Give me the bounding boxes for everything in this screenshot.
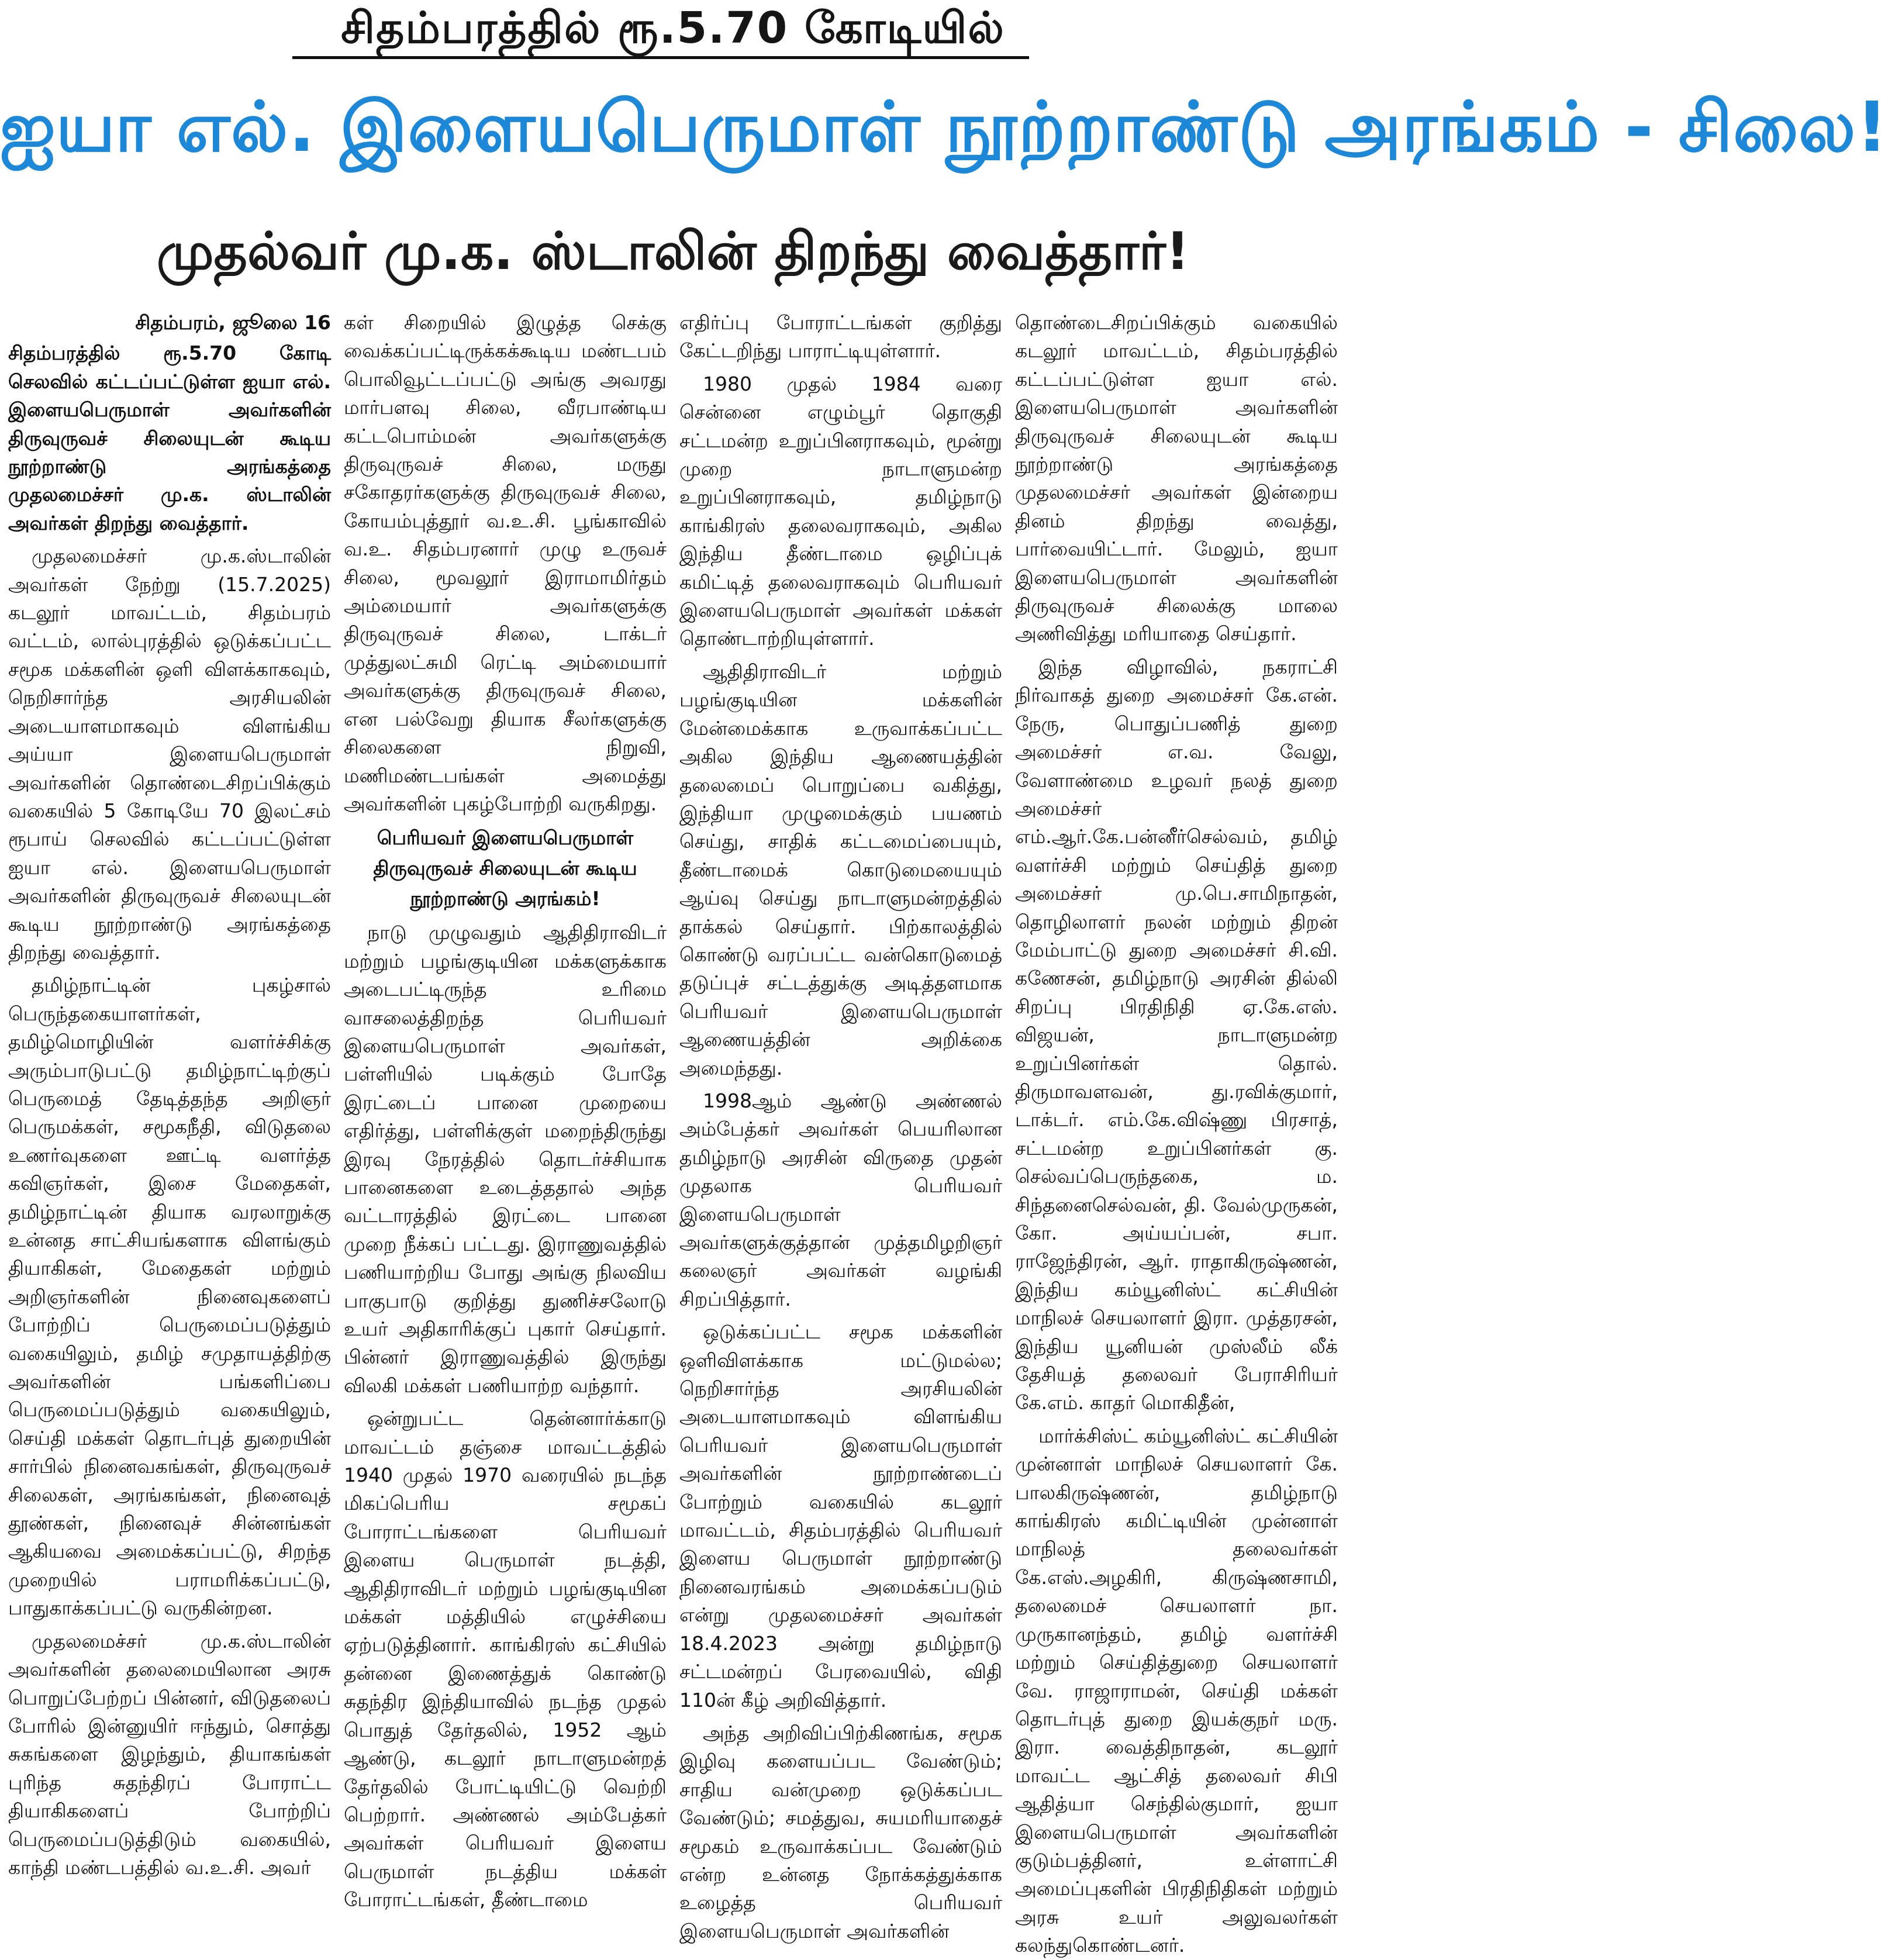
paragraph: 1998ஆம் ஆண்டு அண்ணல் அம்பேத்கர் அவர்கள் பெயரிலான தமிழ்நாடு அரசின் விருதை முதன் முதலாக பெரியவர் இளையபெருமாள் அவர்களுக்குத்தான் முத்தமிழறிஞர் கலைஞர் அவர்கள் வழங்கி சிறப்பித்தார். (679, 1089, 1002, 1310)
article-column-3 (679, 309, 1002, 1942)
dateline: சிதம்பரம், ஜூலை 16 (135, 311, 331, 334)
paragraph: நாடு முழுவதும் ஆதிதிராவிடர் மற்றும் பழங்குடியின மக்களுக்காக அடைபட்டிருந்த உரிமை வாசலைத்திறந்த பெரியவர் இளையபெருமாள் அவர்கள், பள்ளியில் படிக்கும் போதே இரட்டைப் பானை முறையை எதிர்த்து, பள்ளிக்குள் மறைந்திருந்து இரவு நேரத்தில் தொடர்ச்சியாக பானைகளை உடைத்ததால் அந்த வட்டாரத்தில் இரட்டை பானை முறை நீக்கப் பட்டது. இராணுவத்தில் பணியாற்றிய போது அங்கு நிலவிய பாகுபாடு குறித்து துணிச்சலோடு உயர் அதிகாரிக்குப் புகார் செய்தார். பின்னர் இராணுவத்தில் இருந்து விலகி மக்கள் பணியாற்ற வந்தார். (344, 921, 667, 1397)
lead-paragraph: சிதம்பரத்தில் ரூ.5.70 கோடி செலவில் கட்டப்பட்டுள்ள ஐயா எல். இளையபெருமாள் அவர்களின் திருவுருவச் சிலையுடன் கூடிய நூற்றாண்டு அரங்கத்தை முதலமைச்சர் மு.க. ஸ்டாலின் அவர்கள் திறந்து வைத்தார். (8, 341, 331, 534)
kicker-underline (292, 56, 1029, 59)
paragraph: முதலமைச்சர் மு.க.ஸ்டாலின் அவர்களின் தலைமையிலான அரசு பொறுப்பேற்றப் பின்னர், விடுதலைப் போரில் இன்னுயிர் ஈந்தும், சொத்து சுகங்களை இழந்தும், தியாகங்கள் புரிந்த சுதந்திரப் போராட்ட தியாகிகளைப் போற்றிப் பெருமைப்படுத்திடும் வகையில், காந்தி மண்டபத்தில் வ.உ.சி. அவர் (8, 1629, 331, 1879)
main-headline: ஐயா எல். இளையபெருமாள் நூற்றாண்டு அரங்கம் - சிலை! (0, 87, 1888, 167)
paragraph: முதலமைச்சர் மு.க.ஸ்டாலின் அவர்கள் நேற்று (15.7.2025) கடலூர் மாவட்டம், சிதம்பரம் வட்டம், லால்புரத்தில் ஒடுக்கப்பட்ட சமூக மக்களின் ஒளி விளக்காகவும், நெறிசார்ந்த அரசியலின் அடையாளமாகவும் விளங்கிய அய்யா இளையபெருமாள் அவர்களின் தொண்டைசிறப்பிக்கும் வகையில் 5 கோடியே 70 இலட்சம் ரூபாய் செலவில் கட்டப்பட்டுள்ள ஐயா எல். இளையபெருமாள் அவர்களின் திருவுருவச் சிலையுடன் கூடிய நூற்றாண்டு அரங்கத்தை திறந்து வைத்தார். (8, 544, 331, 964)
paragraph: தொண்டைசிறப்பிக்கும் வகையில் கடலூர் மாவட்டம், சிதம்பரத்தில் கட்டப்பட்டுள்ள ஐயா எல். இளையபெருமாள் அவர்களின் திருவுருவச் சிலையுடன் கூடிய நூற்றாண்டு அரங்கத்தை முதலமைச்சர் அவர்கள் இன்றைய தினம் திறந்து வைத்து, பார்வையிட்டார். மேலும், ஐயா இளையபெருமாள் அவர்களின் திருவுருவச் சிலைக்கு மாலை அணிவித்து மரியாதை செய்தார். (1015, 311, 1338, 646)
paragraph: ஒன்றுபட்ட தென்னார்க்காடு மாவட்டம் தஞ்சை மாவட்டத்தில் 1940 முதல் 1970 வரையில் நடந்த மிகப்பெரிய சமூகப் போராட்டங்களை பெரியவர் இளைய பெருமாள் நடத்தி, ஆதிதிராவிடர் மற்றும் பழங்குடியின மக்கள் மத்தியில் எழுச்சியை ஏற்படுத்தினார். காங்கிரஸ் கட்சியில் தன்னை இணைத்துக் கொண்டு சுதந்திர இந்தியாவில் நடந்த முதல் பொதுத் தேர்தலில், 1952 ஆம் ஆண்டு, கடலூர் நாடாளுமன்றத் தேர்தலில் போட்டியிட்டு வெற்றி பெற்றார். அண்ணல் அம்பேத்கர் அவர்கள் பெரியவர் இளைய பெருமாள் நடத்திய மக்கள் போராட்டங்கள், தீண்டாமை (344, 1407, 667, 1911)
paragraph: இந்த விழாவில், நகராட்சி நிர்வாகத் துறை அமைச்சர் கே.என். நேரு, பொதுப்பணித் துறை அமைச்சர் எ.வ. வேலு, வேளாண்மை உழவர் நலத் துறை அமைச்சர் எம்.ஆர்.கே.பன்னீர்செல்வம், தமிழ் வளர்ச்சி மற்றும் செய்தித் துறை அமைச்சர் மு.பெ.சாமிநாதன், தொழிலாளர் நலன் மற்றும் திறன் மேம்பாட்டு துறை அமைச்சர் சி.வி. கணேசன், தமிழ்நாடு அரசின் தில்லி சிறப்பு பிரதிநிதி ஏ.கே.எஸ். விஜயன், நாடாளுமன்ற உறுப்பினர்கள் தொல். திருமாவளவன், து.ரவிக்குமார், டாக்டர். எம்.கே.விஷ்ணு பிரசாத், சட்டமன்ற உறுப்பினர்கள் கு. செல்வப்பெருந்தகை, ம. சிந்தனைசெல்வன், தி. வேல்முருகன், கோ. அய்யப்பன், சபா. ராஜேந்திரன், ஆர். ராதாகிருஷ்ணன், இந்திய கம்யூனிஸ்ட் கட்சியின் மாநிலச் செயலாளர் இரா. முத்தரசன், இந்திய யூனியன் முஸ்லீம் லீக் தேசியத் தலைவர் பேராசிரியர் கே.எம். காதர் மொகிதீன், (1015, 655, 1338, 1414)
article-column-1 (8, 309, 331, 1879)
paragraph: ஒடுக்கப்பட்ட சமூக மக்களின் ஒளிவிளக்காக மட்டுமல்ல; நெறிசார்ந்த அரசியலின் அடையாளமாகவும் விளங்கிய பெரியவர் இளையபெருமாள் அவர்களின் நூற்றாண்டைப் போற்றும் வகையில் கடலூர் மாவட்டம், சிதம்பரத்தில் பெரியவர் இளைய பெருமாள் நூற்றாண்டு நினைவரங்கம் அமைக்கப்படும் என்று முதலமைச்சர் அவர்கள் 18.4.2023 அன்று தமிழ்நாடு சட்டமன்றப் பேரவையில், விதி 110ன் கீழ் அறிவித்தார். (679, 1320, 1002, 1711)
paragraph: தமிழ்நாட்டின் புகழ்சால் பெருந்தகையாளர்கள், தமிழ்மொழியின் வளர்ச்சிக்கு அரும்பாடுபட்டு தமிழ்நாட்டிற்குப் பெருமைத் தேடித்தந்த அறிஞர் பெருமக்கள், சமூகநீதி, விடுதலை உணர்வுகளை ஊட்டி வளர்த்த கவிஞர்கள், இசை மேதைகள், தமிழ்நாட்டின் தியாக வரலாறுக்கு உன்னத சாட்சியங்களாக விளங்கும் தியாகிகள், மேதைகள் மற்றும் அறிஞர்களின் நினைவுகளைப் போற்றிப் பெருமைப்படுத்தும் வகையிலும், தமிழ் சமுதாயத்திற்கு அவர்களின் பங்களிப்பை பெருமைப்படுத்தும் வகையிலும், செய்தி மக்கள் தொடர்புத் துறையின் சார்பில் நினைவகங்கள், திருவுருவச் சிலைகள், அரங்கங்கள், நினைவுத் தூண்கள், நினைவுச் சின்னங்கள் ஆகியவை அமைக்கப்பட்டு, சிறந்த முறையில் பராமரிக்கப்பட்டு, பாதுகாக்கப்பட்டு வருகின்றன. (8, 974, 331, 1620)
paragraph: மார்க்சிஸ்ட் கம்யூனிஸ்ட் கட்சியின் முன்னாள் மாநிலச் செயலாளர் கே. பாலகிருஷ்ணன், தமிழ்நாடு காங்கிரஸ் கமிட்டியின் முன்னாள் மாநிலத் தலைவர்கள் கே.எஸ்.அழகிரி, கிருஷ்ணசாமி, தலைமைச் செயலாளர் நா. முருகானந்தம், தமிழ் வளர்ச்சி மற்றும் செய்தித்துறை செயலாளர் வே. ராஜாராமன், செய்தி மக்கள் தொடர்புத் துறை இயக்குநர் மரு. இரா. வைத்திநாதன், கடலூர் மாவட்ட ஆட்சித் தலைவர் சிபி ஆதித்யா செந்தில்குமார், ஐயா இளையபெருமாள் அவர்களின் குடும்பத்தினர், உள்ளாட்சி அமைப்புகளின் பிரதிநிதிகள் மற்றும் அரசு உயர் அலுவலர்கள் கலந்துகொண்டனர். (1015, 1424, 1338, 1957)
paragraph: கள் சிறையில் இழுத்த செக்கு வைக்கப்பட்டிருக்கக்கூடிய மண்டபம் பொலிவூட்டப்பட்டு அங்கு அவரது மார்பளவு சிலை, வீரபாண்டிய கட்டபொம்மன் அவர்களுக்கு திருவுருவச் சிலை, மருது சகோதரர்களுக்கு திருவுருவச் சிலை, கோயம்புத்தூர் வ.உ.சி. பூங்காவில் வ.உ. சிதம்பரனார் முழு உருவச் சிலை, மூவலூர் இராமாமிர்தம் அம்மையார் அவர்களுக்கு திருவுருவச் சிலை, டாக்டர் முத்துலட்சுமி ரெட்டி அம்மையார் அவர்களுக்கு திருவுருவச் சிலை, என பல்வேறு தியாக சீலர்களுக்கு சிலைகளை நிறுவி, மணிமண்டபங்கள் அமைத்து அவர்களின் புகழ்போற்றி வருகிறது. (344, 311, 667, 815)
kicker-headline: சிதம்பரத்தில் ரூ.5.70 கோடியில் (341, 3, 1005, 53)
paragraph: 1980 முதல் 1984 வரை சென்னை எழும்பூர் தொகுதி சட்டமன்ற உறுப்பினராகவும், மூன்று முறை நாடாளுமன்ற உறுப்பினராகவும், தமிழ்நாடு காங்கிரஸ் தலைவராகவும், அகில இந்திய தீண்டாமை ஒழிப்புக் கமிட்டித் தலைவராகவும் பெரியவர் இளையபெருமாள் அவர்கள் மக்கள் தொண்டாற்றியுள்ளார். (679, 372, 1002, 650)
paragraph: ஆதிதிராவிடர் மற்றும் பழங்குடியின மக்களின் மேன்மைக்காக உருவாக்கப்பட்ட அகில இந்திய ஆணையத்தின் தலைமைப் பொறுப்பை வகித்து, இந்தியா முழுமைக்கும் பயணம் செய்து, சாதிக் கட்டமைப்பையும், தீண்டாமைக் கொடுமையையும் ஆய்வு செய்து நாடாளுமன்றத்தில் தாக்கல் செய்தார். பிற்காலத்தில் கொண்டு வரப்பட்ட வன்கொடுமைத் தடுப்புச் சட்டத்துக்கு அடித்தளமாக பெரியவர் இளையபெருமாள் ஆணையத்தின் அறிக்கை அமைந்தது. (679, 660, 1002, 1079)
paragraph: அந்த அறிவிப்பிற்கிணங்க, சமூக இழிவு களையப்பட வேண்டும்; சாதிய வன்முறை ஒடுக்கப்பட வேண்டும்; சமத்துவ, சுயமரியாதைச் சமூகம் உருவாக்கப்பட வேண்டும் என்ற உன்னத நோக்கத்துக்காக உழைத்த பெரியவர் இளையபெருமாள் அவர்களின் (679, 1721, 1002, 1942)
article-body (8, 309, 1338, 1957)
article-column-4 (1015, 309, 1338, 1957)
paragraph: எதிர்ப்பு போராட்டங்கள் குறித்து கேட்டறிந்து பாராட்டியுள்ளார். (679, 311, 1002, 363)
sub-headline: முதல்வர் மு.க. ஸ்டாலின் திறந்து வைத்தார்! (156, 221, 1190, 281)
section-subheading: பெரியவர் இளையபெருமாள் திருவுருவச் சிலையுடன் கூடிய நூற்றாண்டு அரங்கம்! (373, 826, 637, 910)
article-column-2 (344, 309, 667, 1911)
